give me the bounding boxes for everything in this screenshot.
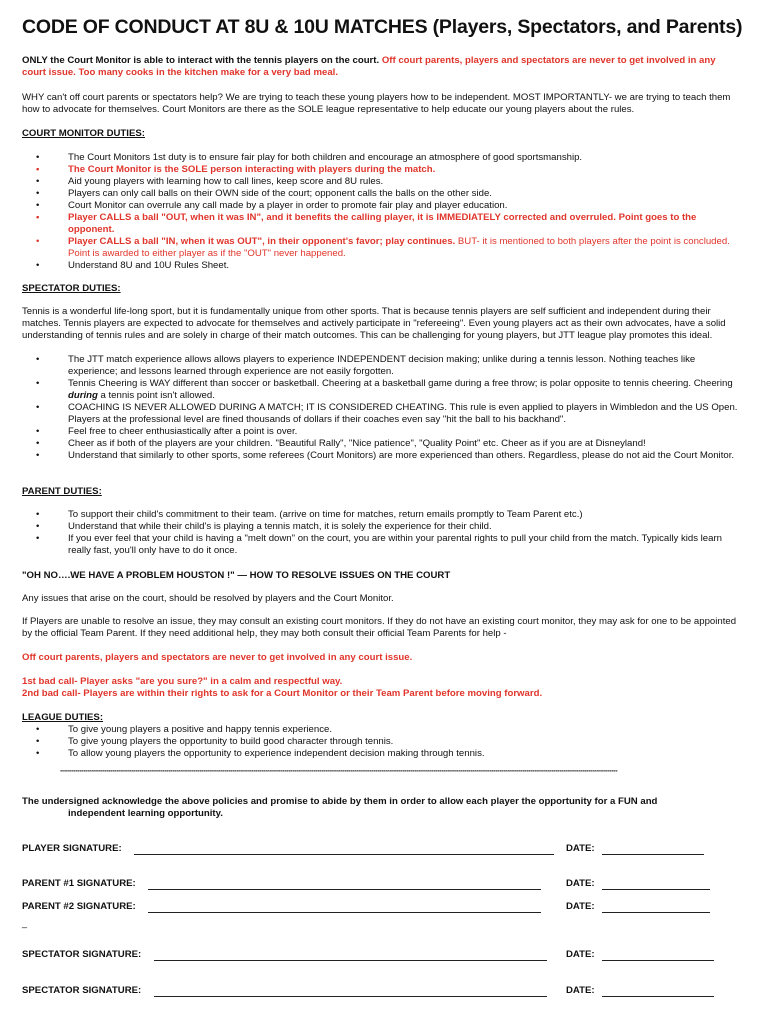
list-item-text: To give young players the opportunity to build good character through tennis. <box>68 736 394 747</box>
parent2-signature-row <box>22 901 742 915</box>
list-item <box>22 521 740 533</box>
list-item-text: Tennis Cheering is WAY different than soccer or basketball. Cheering at a basketball game during a free throw; is polar opposite to tennis cheering. Cheering <box>68 378 733 389</box>
spectator2-signature-label: SPECTATOR SIGNATURE: <box>22 985 142 996</box>
list-item <box>22 438 740 450</box>
list-item <box>22 200 740 212</box>
player-signature-label: PLAYER SIGNATURE: <box>22 843 122 854</box>
bullet-icon: • <box>36 164 40 175</box>
court-monitor-list <box>22 152 740 272</box>
league-heading: LEAGUE DUTIES: <box>22 712 104 723</box>
spectator2-signature-row <box>22 985 742 999</box>
list-item-text: The Court Monitors 1st duty is to ensure fair play for both children and encourage an atmosphere of good sportsmanship. <box>68 152 583 163</box>
bullet-icon: • <box>36 533 40 544</box>
spectator-paragraph: Tennis is a wonderful life-long sport, but it is fundamentally unique from other sports. That is because tennis players are self sufficient and independent during their matches. Tennis players are expected to advocate for themselves and actively participate in "refereeing". Even young players act as their own advocates, have a solid understanding of tennis rules and are solely in charge of their match outcomes. This can be challenging for young players, but JTT league play promotes this ideal. <box>22 306 726 341</box>
intro-red-text: Off court parents, players and spectators are never to get involved in any court issue. Too many cooks in the kitchen make for a very bad meal. <box>22 55 716 78</box>
list-item <box>22 509 740 521</box>
list-item <box>22 152 740 164</box>
list-item <box>22 748 740 760</box>
parent1-date-line[interactable] <box>602 889 710 890</box>
bullet-icon: • <box>36 152 40 163</box>
parent2-date-line[interactable] <box>602 912 710 913</box>
intro-paragraph <box>22 55 740 79</box>
list-item <box>22 724 740 736</box>
list-item-text: a tennis point isn't allowed. <box>97 390 215 401</box>
list-item-text: Court Monitor can overrule any call made by a player in order to promote fair play and player education. <box>68 200 508 211</box>
asterisk-separator: ************************************************************************************************************************************************************************************************************************************************************************************************ <box>60 770 618 776</box>
parent2-date-label: DATE: <box>566 901 595 912</box>
list-item <box>22 426 740 438</box>
spectator1-date-line[interactable] <box>602 960 714 961</box>
list-item <box>22 260 740 272</box>
page-title: CODE OF CONDUCT AT 8U & 10U MATCHES (Players, Spectators, and Parents) <box>22 16 743 38</box>
bullet-icon: • <box>36 450 40 461</box>
list-item <box>22 378 740 402</box>
parent1-signature-label: PARENT #1 SIGNATURE: <box>22 878 136 889</box>
bullet-icon: • <box>36 200 40 211</box>
parent1-signature-line[interactable] <box>148 889 541 890</box>
list-item <box>22 736 740 748</box>
list-item-text: Players can only call balls on their OWN side of the court; opponent calls the balls on the other side. <box>68 188 492 199</box>
list-item <box>22 533 740 557</box>
player-signature-line[interactable] <box>134 854 554 855</box>
list-item-text: Feel free to cheer enthusiastically after a point is over. <box>68 426 298 437</box>
bullet-icon: • <box>36 438 40 449</box>
list-item-text: The JTT match experience allows allows players to experience INDEPENDENT decision making; unlike during a tennis lesson. Nothing teaches like experience; and lessons learned through experience are not easily forgotten. <box>68 354 696 377</box>
bullet-icon: • <box>36 378 40 389</box>
parent-list <box>22 509 740 557</box>
bullet-icon: • <box>36 354 40 365</box>
list-item-text: If you ever feel that your child is having a "melt down" on the court, you are within your parental rights to pull your child from the match. Typically kids learn really fast, you'll only have to do it once. <box>68 533 723 556</box>
spectator-list <box>22 354 740 462</box>
list-item-emphasis: during <box>68 390 98 401</box>
list-item <box>22 212 740 236</box>
spectator1-signature-row <box>22 949 742 963</box>
spectator1-date-label: DATE: <box>566 949 595 960</box>
bullet-icon: • <box>36 426 40 437</box>
parent2-signature-line[interactable] <box>148 912 541 913</box>
parent-heading: PARENT DUTIES: <box>22 486 102 497</box>
intro-bold-text: ONLY the Court Monitor is able to interact with the tennis players on the court. <box>22 55 380 66</box>
spectator1-signature-line[interactable] <box>154 960 547 961</box>
list-item-text: Understand 8U and 10U Rules Sheet. <box>68 260 230 271</box>
houston-paragraph-2: If Players are unable to resolve an issue, they may consult an existing court monitors. If they do not have an existing court monitor, they may ask for one to be appointed by the official Team Parent. If they need additional help, they may both consult their official Team Parents for help - <box>22 616 737 639</box>
bullet-icon: • <box>36 188 40 199</box>
list-item-text: Player CALLS a ball "OUT, when it was IN", and it benefits the calling player, it is IMMEDIATELY corrected and overruled. Point goes to the opponent. <box>68 212 697 235</box>
bullet-icon: • <box>36 402 40 413</box>
player-signature-row <box>22 843 742 857</box>
list-item-text: Aid young players with learning how to call lines, keep score and 8U rules. <box>68 176 384 187</box>
list-item <box>22 176 740 188</box>
acknowledge-text <box>22 796 740 820</box>
list-item-text: BUT- it is mentioned to both players after the point is concluded. Point is awarded to either player as if the "OUT" never happened. <box>68 236 730 259</box>
list-item <box>22 402 740 426</box>
first-bad-call: 1st bad call- Player asks "are you sure?" in a calm and respectful way. <box>22 676 343 687</box>
list-item-text: The Court Monitor is the SOLE person interacting with players during the match. <box>68 164 436 175</box>
player-date-label: DATE: <box>566 843 595 854</box>
houston-paragraph-1: Any issues that arise on the court, should be resolved by players and the Court Monitor. <box>22 593 394 604</box>
list-item-text: COACHING IS NEVER ALLOWED DURING A MATCH; IT IS CONSIDERED CHEATING. This rule is even applied to players in Wimbledon and the US Open. Players at the professional level are fined thousands of dollars if their coaches even say "hit the ball to his backhand". <box>68 402 738 425</box>
parent1-signature-row <box>22 878 742 892</box>
why-paragraph: WHY can't off court parents or spectators help? We are trying to teach these young players how to be independent. MOST IMPORTANTLY- we are trying to teach them how to advocate for themselves. Court Monitors are there as the SOLE league representative to help educate our young players about the rules. <box>22 92 731 115</box>
list-item-text: Cheer as if both of the players are your children. "Beautiful Rally", "Nice patience", "Quality Point" etc. Cheer as if you are at Disneyland! <box>68 438 646 449</box>
league-list <box>22 724 740 760</box>
list-item <box>22 236 740 260</box>
houston-heading: "OH NO….WE HAVE A PROBLEM HOUSTON !" — HOW TO RESOLVE ISSUES ON THE COURT <box>22 570 451 581</box>
player-date-line[interactable] <box>602 854 704 855</box>
spectator2-date-line[interactable] <box>602 996 714 997</box>
bullet-icon: • <box>36 748 40 759</box>
stray-mark: _ <box>22 918 28 928</box>
list-item-text: To give young players a positive and happy tennis experience. <box>68 724 332 735</box>
list-item-text: To support their child's commitment to their team. (arrive on time for matches, return emails promptly to Team Parent etc.) <box>68 509 583 520</box>
spectator-heading: SPECTATOR DUTIES: <box>22 283 121 294</box>
bullet-icon: • <box>36 521 40 532</box>
list-item-text: Understand that while their child's is playing a tennis match, it is solely the experience for their child. <box>68 521 492 532</box>
acknowledge-line-1: The undersigned acknowledge the above policies and promise to abide by them in order to allow each player the opportunity for a FUN and <box>22 796 658 807</box>
list-item-text: To allow young players the opportunity to experience independent decision making through tennis. <box>68 748 485 759</box>
parent1-date-label: DATE: <box>566 878 595 889</box>
list-item <box>22 450 740 462</box>
acknowledge-line-2: independent learning opportunity. <box>68 808 223 819</box>
spectator2-date-label: DATE: <box>566 985 595 996</box>
bullet-icon: • <box>36 736 40 747</box>
bullet-icon: • <box>36 509 40 520</box>
list-item-text: Understand that similarly to other sports, some referees (Court Monitors) are more experienced than others. Regardless, please do not aid the Court Monitor. <box>68 450 735 461</box>
second-bad-call: 2nd bad call- Players are within their rights to ask for a Court Monitor or their Team Parent before moving forward. <box>22 688 543 699</box>
bullet-icon: • <box>36 176 40 187</box>
parent2-signature-label: PARENT #2 SIGNATURE: <box>22 901 136 912</box>
bullet-icon: • <box>36 724 40 735</box>
list-item-bold-text: Player CALLS a ball "IN, when it was OUT", in their opponent's favor; play continues. <box>68 236 456 247</box>
list-item <box>22 164 740 176</box>
spectator1-signature-label: SPECTATOR SIGNATURE: <box>22 949 142 960</box>
court-monitor-heading: COURT MONITOR DUTIES: <box>22 128 145 139</box>
list-item <box>22 354 740 378</box>
bullet-icon: • <box>36 260 40 271</box>
spectator2-signature-line[interactable] <box>154 996 547 997</box>
bullet-icon: • <box>36 236 40 247</box>
bullet-icon: • <box>36 212 40 223</box>
list-item <box>22 188 740 200</box>
houston-red-warning: Off court parents, players and spectators are never to get involved in any court issue. <box>22 652 413 663</box>
